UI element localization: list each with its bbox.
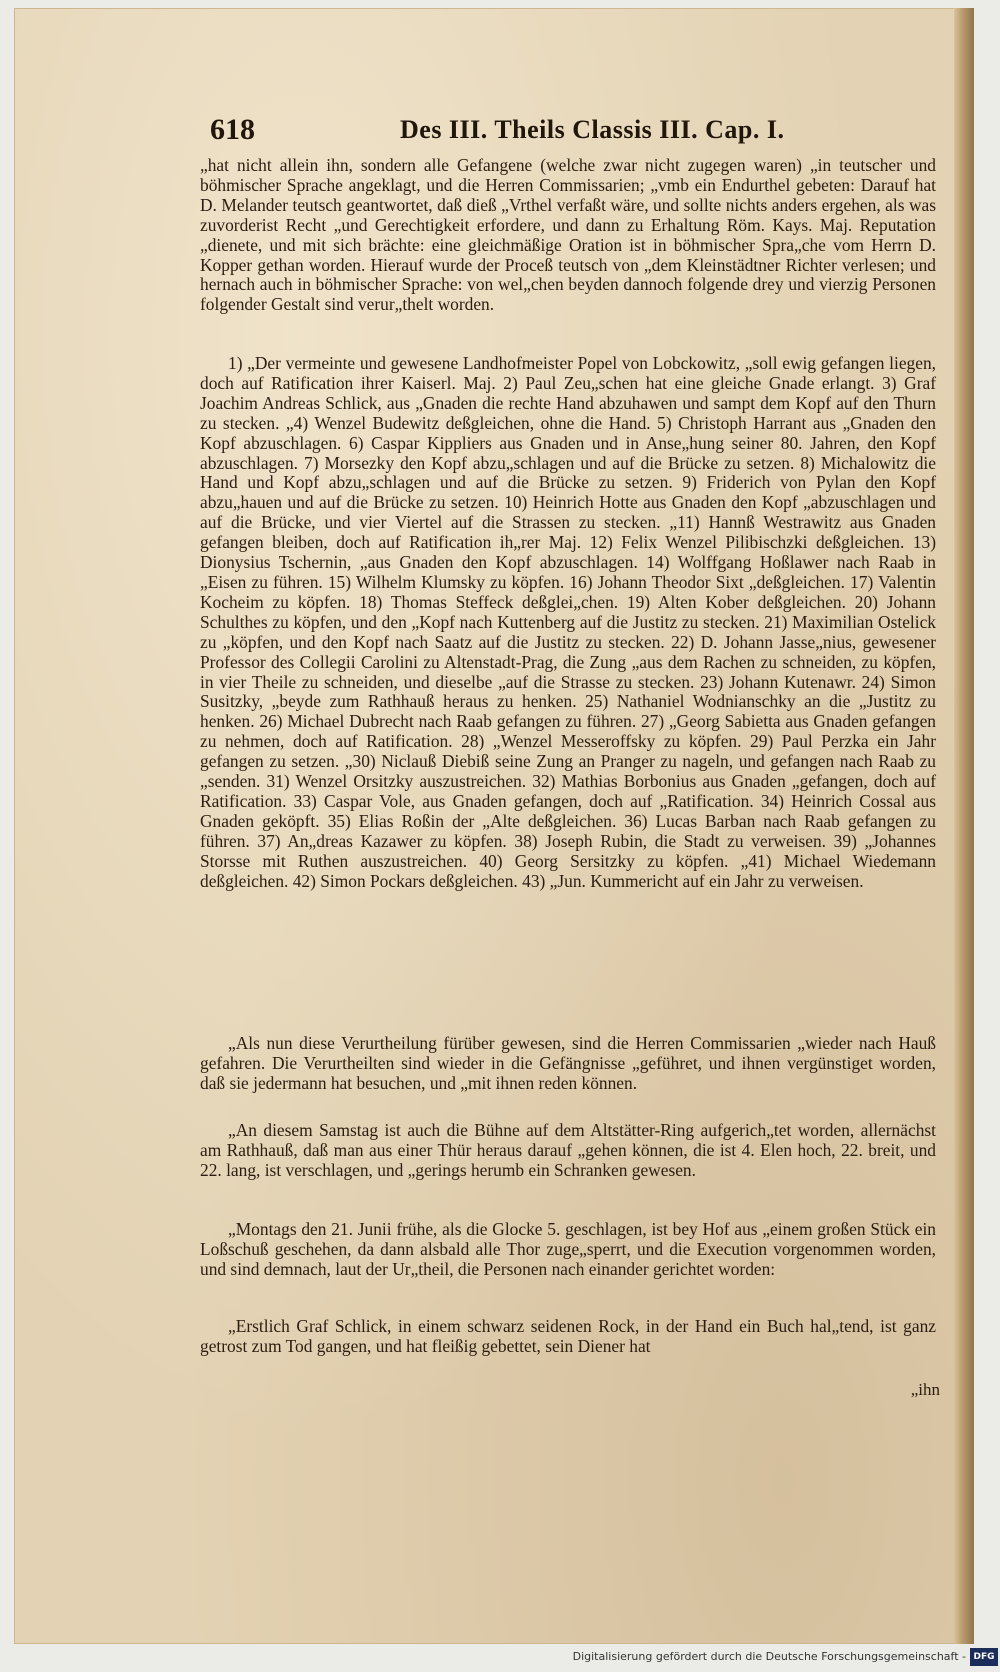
paragraph-sentence-list: 1) „Der vermeinte und gewesene Landhofmeister Popel von Lobckowitz, „soll ewig gefangen liegen, doch auf Ratification ihrer Kaiserl. Maj. 2) Paul Zeu„schen hat eine gleiche Gnade erlangt. 3) Graf Joachim Andreas Schlick, aus „Gnaden die rechte Hand abzuhawen und sampt dem Kopf auf den Thurn zu stecken. „4) Wenzel Budewitz deßgleichen, ohne die Hand. 5) Christoph Harrant aus „Gnaden den Kopf abzuschlagen. 6) Caspar Kippliers aus Gnaden und in Anse„hung seiner 80. Jahren, den Kopf abzuschlagen. 7) Morsezky den Kopf abzu„schlagen und auf die Brücke zu setzen. 8) Michalowitz die Hand und Kopf abzu„schlagen und auf die Brücke zu setzen. 9) Friderich von Pylan den Kopf abzu„hauen und auf die Brücke zu setzen. 10) Heinrich Hotte aus Gnaden den Kopf „abzuschlagen und auf die Brücke, und vier Viertel auf die Strassen zu stecken. „11) Hannß Westrawitz aus Gnaden gefangen bleiben, doch auf Ratification ih„rer Maj. 12) Felix Wenzel Pilibischzki deßgleichen. 13) Dionysius Tschernin, „aus Gnaden den Kopf abzuschlagen. 14) Wolffgang Hoßlawer nach Raab in „Eisen zu führen. 15) Wilhelm Klumsky zu köpfen. 16) Johann Theodor Sixt „deßgleichen. 17) Valentin Kocheim zu köpfen. 18) Thomas Steffeck deßglei„chen. 19) Alten Kober deßgleichen. 20) Johann Schulthes zu köpfen, und den „Kopf nach Kuttenberg auf die Justitz zu stecken. 21) Maximilian Ostelick zu „köpfen, und den Kopf nach Saatz auf die Justitz zu stecken. 22) D. Johann Jasse„nius, gewesener Professor des Collegii Carolini zu Altenstadt-Prag, die Zung „aus dem Rachen zu schneiden, zu köpfen, in vier Theile zu schneiden, und dieselbe „auf die Strasse zu stecken. 23) Johann Kutenawr. 24) Simon Susitzky, „beyde zum Rathhauß heraus zu henken. 25) Nathaniel Wodnianschky an die „Justitz zu henken. 26) Michael Dubrecht nach Raab gefangen zu führen. 27) „Georg Sabietta aus Gnaden gefangen zu nehmen, doch auf Ratification. 28) „Wenzel Messeroffsky zu köpfen. 29) Paul Perzka ein Jahr gefangen zu setzen. „30) Niclauß Diebiß seine Zung an Pranger zu nageln, und gefangen nach Raab zu „senden. 31) Wenzel Orsitzky auszustreichen. 32) Mathias Borbonius aus Gnaden „gefangen, doch auf Ratification. 33) Caspar Vole, aus Gnaden gefangen, doch auf „Ratification. 34) Heinrich Cossal aus Gnaden geköpft. 35) Elias Roßin der „Alte deßgleichen. 36) Lucas Barban nach Raab gefangen zu führen. 37) An„dreas Kazawer zu köpfen. 38) Joseph Rubin, die Stadt zu verweisen. 39) „Johannes Storsse mit Ruthen auszustreichen. 40) Georg Sersitzky zu köpfen. „41) Michael Wiedemann deßgleichen. 42) Simon Pockars deßgleichen. 43) „Jun. Kummericht auf ein Jahr zu verweisen.: [200, 353, 936, 891]
dfg-logo: DFG: [970, 1648, 998, 1666]
footer-bar: [0, 1646, 1000, 1672]
paragraph-verdict-intro: „hat nicht allein ihn, sondern alle Gefangene (welche zwar nicht zugegen waren) „in teutscher und böhmischer Sprache angeklagt, und die Herren Commissarien; „vmb ein Endurthel gebeten: Darauf hat D. Melander teutsch geantwortet, daß dieß „Vrthel verfaßt wäre, und sollte nichts anders ergehen, als was zuvorderist Recht „und Gerechtigkeit erfordere, und dann zu Erhaltung Röm. Kays. Maj. Reputation „dienete, und mit sich brächte: eine gleichmäßige Oration ist in böhmischer Spra„che vom Herrn D. Kopper gethan worden. Hierauf wurde der Proceß teutsch von „dem Kleinstädtner Richter verlesen; und hernach auch in böhmischer Sprache: von wel„chen beyden dannoch folgende drey und vierzig Personen folgender Gestalt sind verur„thelt worden.: [200, 155, 936, 315]
paragraph-scaffold: „An diesem Samstag ist auch die Bühne auf dem Altstätter-Ring aufgerich„tet worden, allernächst am Rathhauß, daß man aus einer Thür heraus darauf „gehen können, die ist 4. Elen hoch, 22. breit, und 22. lang, ist verschlagen, und „gerings herumb ein Schranken gewesen.: [200, 1120, 936, 1180]
page-number: 618: [210, 113, 255, 146]
page-edge: [954, 8, 974, 1644]
paragraph-commissioners-return: „Als nun diese Verurtheilung fürüber gewesen, sind die Herren Commissarien „wieder nach Hauß gefahren. Die Verurtheilten sind wieder in die Gefängnisse „geführet, und ihnen vergünstiget worden, daß sie jedermann hat besuchen, und „mit ihnen reden können.: [200, 1033, 936, 1093]
running-head-title: Des III. Theils Classis III. Cap. I.: [400, 115, 785, 144]
catchword: „ihn: [910, 1380, 940, 1399]
paragraph-execution-start: „Montags den 21. Junii frühe, als die Glocke 5. geschlagen, ist bey Hof aus „einem großen Stück ein Loßschuß geschehen, da dann alsbald alle Thor zuge„sperrt, und die Execution vorgenommen worden, und sind demnach, laut der Ur„theil, die Personen nach einander gerichtet worden:: [200, 1219, 936, 1279]
running-head: [200, 113, 936, 149]
paragraph-count-schlick: „Erstlich Graf Schlick, in einem schwarz seidenen Rock, in der Hand ein Buch hal„tend, ist ganz getrost zum Tod gangen, und hat fleißig gebettet, sein Diener hat: [200, 1316, 936, 1356]
footer-credit: Digitalisierung gefördert durch die Deutsche Forschungsgemeinschaft -: [572, 1650, 966, 1663]
